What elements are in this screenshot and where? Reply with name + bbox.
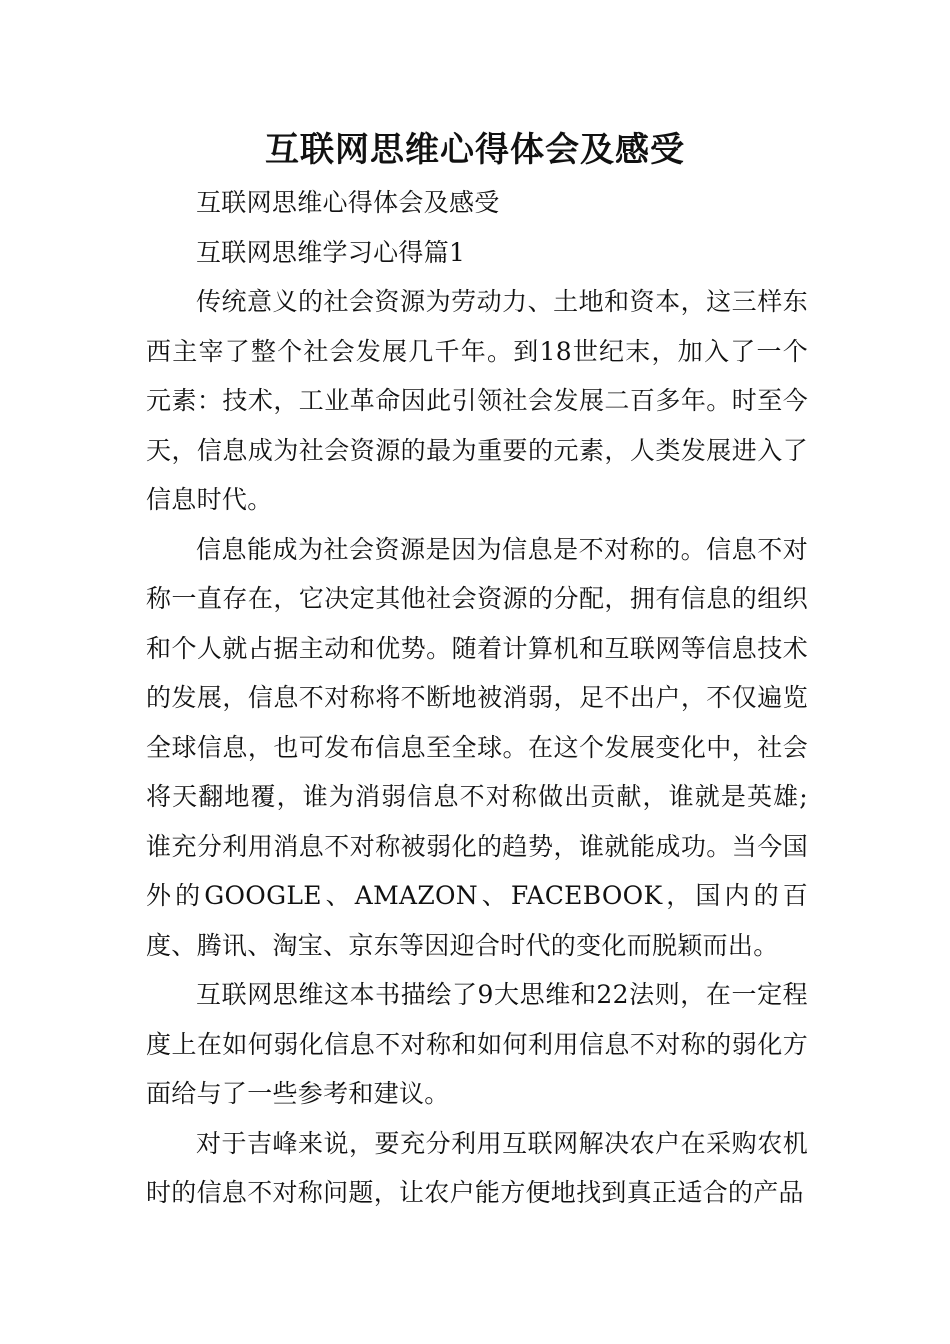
paragraph-jifeng: 对于吉峰来说，要充分利用互联网解决农户在采购农机时的信息不对称问题，让农户能方便地找到真正适合的产品 — [146, 1128, 808, 1207]
paragraph-subtitle: 互联网思维心得体会及感受 — [196, 188, 500, 217]
paragraph-book-summary: 互联网思维这本书描绘了9大思维和22法则，在一定程度上在如何弱化信息不对称和如何利用信息不对称的弱化方面给与了一些参考和建议。 — [146, 980, 808, 1108]
document-body — [146, 178, 808, 1218]
document-title: 互联网思维心得体会及感受 — [265, 130, 685, 170]
paragraph-information-asymmetry: 信息能成为社会资源是因为信息是不对称的。信息不对称一直存在，它决定其他社会资源的分配，拥有信息的组织和个人就占据主动和优势。随着计算机和互联网等信息技术的发展，信息不对称将不断地被消弱，足不出户，不仅遍览全球信息，也可发布信息至全球。在这个发展变化中，社会将天翻地覆，谁为消弱信息不对称做出贡献，谁就是英雄;谁充分利用消息不对称被弱化的趋势，谁就能成功。当今国外的GOOGLE、AMAZON、FACEBOOK，国内的百度、腾讯、淘宝、京东等因迎合时代的变化而脱颖而出。 — [146, 534, 808, 960]
paragraph-social-resources: 传统意义的社会资源为劳动力、土地和资本，这三样东西主宰了整个社会发展几千年。到18世纪末，加入了一个元素：技术，工业革命因此引领社会发展二百多年。时至今天，信息成为社会资源的最为重要的元素，人类发展进入了信息时代。 — [146, 287, 808, 514]
paragraph-section-heading: 互联网思维学习心得篇1 — [196, 237, 466, 267]
